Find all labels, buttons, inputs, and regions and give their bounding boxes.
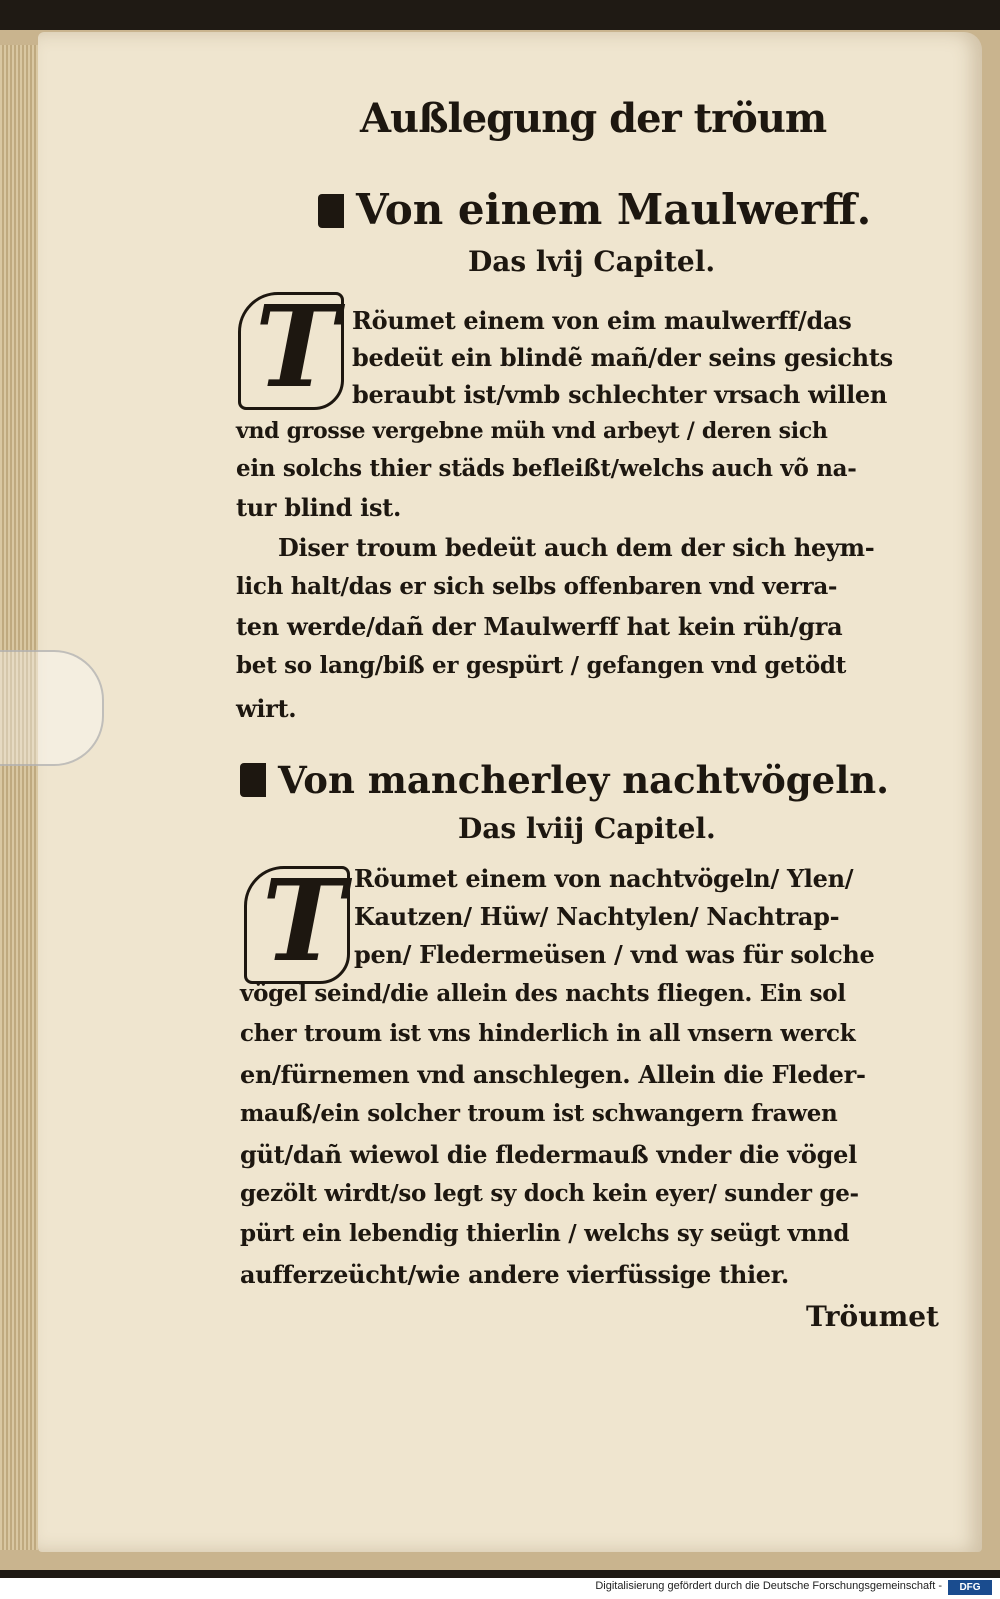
- chapter1-subtitle: Das lvij Capitel.: [468, 245, 716, 278]
- chapter1-line: vnd grosse vergebne müh vnd arbeyt / deren sich: [236, 418, 828, 444]
- chapter1-line: bedeüt ein blindẽ mañ/der seins gesichts: [352, 343, 893, 372]
- chapter2-title: [240, 758, 889, 802]
- running-head: Außlegung der tröum: [360, 95, 827, 142]
- chapter2-line: Röumet einem von nachtvögeln/ Ylen/: [354, 864, 854, 893]
- chapter1-title: [318, 185, 871, 234]
- dfg-logo-icon[interactable]: DFG: [948, 1580, 992, 1595]
- chapter1-line: ein solchs thier städs befleißt/welchs auch võ na-: [236, 455, 857, 482]
- chapter1-line: tur blind ist.: [236, 493, 402, 522]
- chapter2-line: aufferzeücht/wie andere vierfüssige thier.: [240, 1260, 789, 1289]
- chapter1-line: lich halt/das er sich selbs offenbaren vnd verra-: [236, 573, 838, 600]
- chapter2-line: en/fürnemen vnd anschlegen. Allein die Fleder-: [240, 1060, 866, 1089]
- page-holder-clip: [0, 650, 104, 766]
- page-edges: [0, 45, 42, 1550]
- chapter2-initial: T: [262, 856, 346, 987]
- chapter1-line: bet so lang/biß er gespürt / gefangen vnd getödt: [236, 652, 847, 679]
- chapter2-line: mauß/ein solcher troum ist schwangern frawen: [240, 1100, 838, 1127]
- chapter2-line: cher troum ist vns hinderlich in all vnsern werck: [240, 1020, 856, 1047]
- pilcrow-icon: [240, 763, 266, 797]
- chapter1-line: wirt.: [236, 694, 297, 723]
- pilcrow-icon: [318, 194, 344, 228]
- catchword: Tröumet: [806, 1300, 939, 1333]
- chapter2-title-text: Von mancherley nachtvögeln.: [278, 758, 890, 802]
- chapter2-subtitle: Das lviij Capitel.: [458, 812, 716, 845]
- chapter1-initial: T: [255, 282, 339, 413]
- footer-credit: Digitalisierung gefördert durch die Deutsche Forschungsgemeinschaft -: [595, 1580, 942, 1592]
- chapter2-line: pen/ Fledermeüsen / vnd was für solche: [354, 940, 875, 969]
- chapter1-line: ten werde/dañ der Maulwerff hat kein rüh/gra: [236, 612, 843, 641]
- chapter1-line: Röumet einem von eim maulwerff/das: [352, 306, 852, 335]
- chapter2-line: Kautzen/ Hüw/ Nachtylen/ Nachtrap-: [354, 902, 840, 931]
- chapter1-line: Diser troum bedeüt auch dem der sich heym-: [278, 533, 875, 562]
- chapter1-line: beraubt ist/vmb schlechter vrsach willen: [352, 380, 888, 409]
- chapter2-line: güt/dañ wiewol die fledermauß vnder die vögel: [240, 1140, 857, 1169]
- chapter1-title-text: Von einem Maulwerff.: [356, 185, 872, 234]
- chapter2-line: vögel seind/die allein des nachts fliegen. Ein sol: [240, 980, 846, 1007]
- chapter2-line: pürt ein lebendig thierlin / welchs sy seügt vnnd: [240, 1220, 850, 1247]
- chapter2-line: gezölt wirdt/so legt sy doch kein eyer/ sunder ge-: [240, 1180, 859, 1207]
